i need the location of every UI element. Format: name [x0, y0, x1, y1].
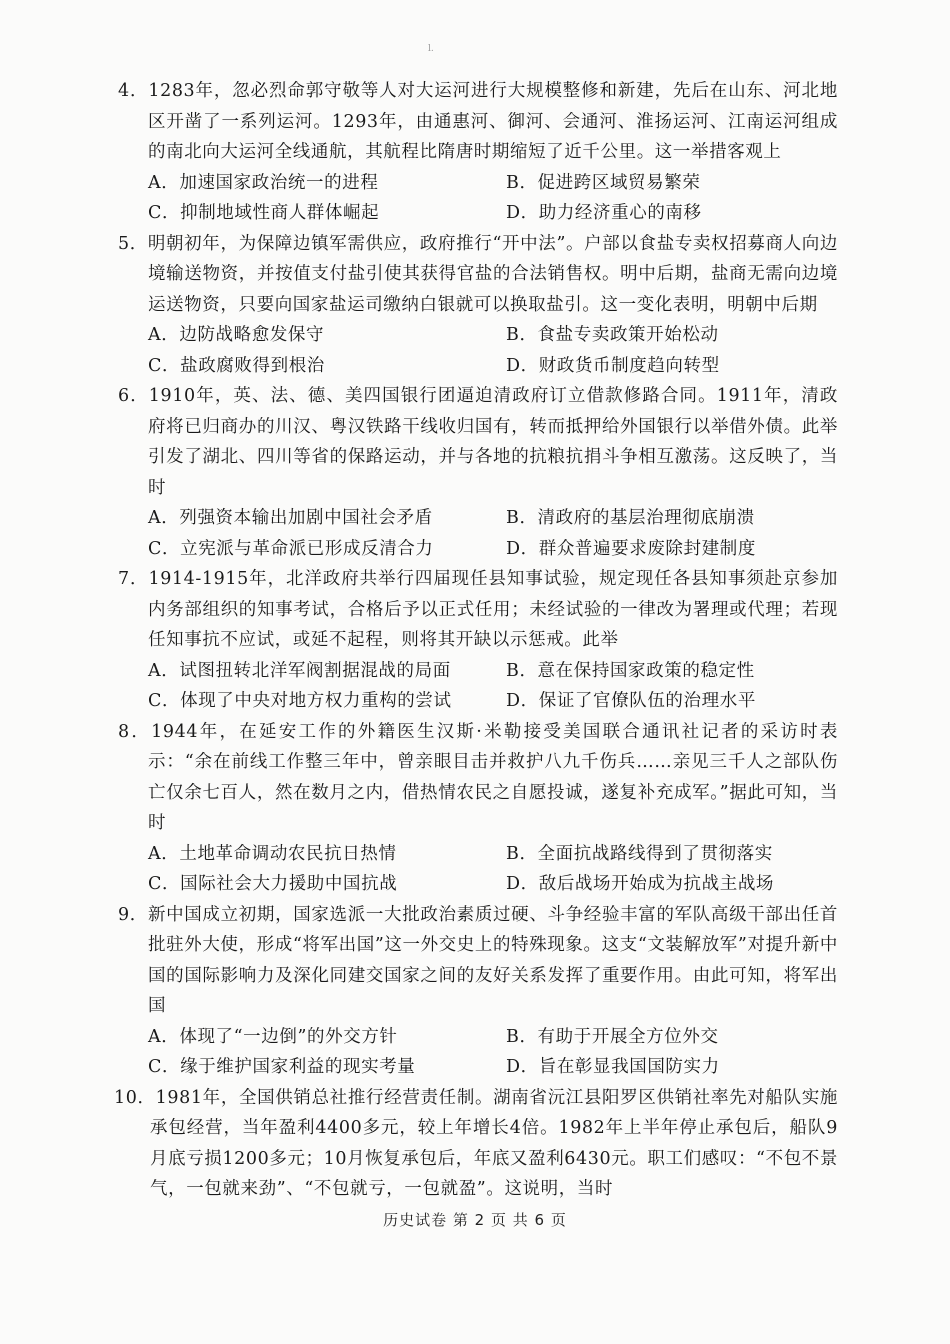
option-a[interactable]: A．体现了“一边倒”的外交方针	[148, 1026, 398, 1047]
question-10	[0, 1083, 950, 1205]
question-5	[0, 229, 950, 382]
question-4	[0, 76, 950, 229]
question-8	[0, 717, 950, 900]
option-c[interactable]: C．立宪派与革命派已形成反清合力	[148, 538, 434, 559]
question-stem: 5．明朝初年，为保障边镇军需供应，政府推行“开中法”。户部以食盐专卖权招募商人向边境输送物资，并按值支付盐引使其获得官盐的合法销售权。明中后期，盐商无需向边境运送物资，只要向国家盐运司缴纳白银就可以换取盐引。这一变化表明，明朝中后期	[118, 233, 838, 315]
option-b[interactable]: B．促进跨区域贸易繁荣	[506, 172, 701, 193]
option-b[interactable]: B．有助于开展全方位外交	[506, 1026, 719, 1047]
question-list	[0, 76, 950, 1205]
question-stem: 6．1910年，英、法、德、美四国银行团逼迫清政府订立借款修路合同。1911年，清政府将已归商办的川汉、粤汉铁路干线收归国有，转而抵押给外国银行以举借外债。此举引发了湖北、四川等省的保路运动，并与各地的抗粮抗捐斗争相互激荡。这反映了，当时	[118, 386, 838, 498]
scan-mark: l.	[428, 44, 434, 54]
option-c[interactable]: C．盐政腐败得到根治	[148, 355, 325, 376]
option-c[interactable]: C．抑制地域性商人群体崛起	[148, 203, 380, 223]
option-a[interactable]: A．土地革命调动农民抗日热情	[148, 843, 397, 864]
option-grid	[0, 503, 950, 564]
question-stem: 10．1981年，全国供销总社推行经营责任制。湖南省沅江县阳罗区供销社率先对船队实施承包经营，当年盈利4400多元，较上年增长4倍。1982年上半年停止承包后，船队9月底亏损1200多元；10月恢复承包后，年底又盈利6430元。职工们感叹：“不包不景气，一包就来劲”、“不包就亏，一包就盈”。这说明，当时	[114, 1087, 838, 1199]
question-9	[0, 900, 950, 1083]
option-b[interactable]: B．清政府的基层治理彻底崩溃	[506, 508, 755, 528]
option-d[interactable]: D．保证了官僚队伍的治理水平	[506, 691, 756, 711]
option-b[interactable]: B．全面抗战路线得到了贯彻落实	[506, 843, 773, 864]
option-d[interactable]: D．旨在彰显我国国防实力	[506, 1057, 720, 1077]
question-stem: 8．1944年，在延安工作的外籍医生汉斯·米勒接受美国联合通讯社记者的采访时表示：“余在前线工作整三年中，曾亲眼目击并救护八九千伤兵……亲见三千人之部队伤亡仅余七百人，然在数月之内，借热情农民之自愿投诚，遂复补充成军。”据此可知，当时	[118, 721, 838, 833]
option-a[interactable]: A．加速国家政治统一的进程	[148, 172, 379, 193]
option-b[interactable]: B．食盐专卖政策开始松动	[506, 325, 719, 345]
option-a[interactable]: A．边防战略愈发保守	[148, 325, 325, 345]
option-b[interactable]: B．意在保持国家政策的稳定性	[506, 660, 755, 681]
question-stem: 7．1914-1915年，北洋政府共举行四届现任县知事试验，规定现任各县知事须赴京参加内务部组织的知事考试，合格后予以正式任用；未经试验的一律改为署理或代理；若现任知事抗不应试，或延不起程，则将其开缺以示惩戒。此举	[118, 569, 838, 650]
option-a[interactable]: A．列强资本输出加剧中国社会矛盾	[148, 508, 433, 528]
option-grid	[0, 320, 950, 381]
question-stem: 9．新中国成立初期，国家选派一大批政治素质过硬、斗争经验丰富的军队高级干部出任首批驻外大使，形成“将军出国”这一外交史上的特殊现象。这支“文装解放军”对提升新中国的国际影响力及深化同建交国家之间的友好关系发挥了重要作用。由此可知，将军出国	[118, 904, 838, 1016]
option-d[interactable]: D．助力经济重心的南移	[506, 203, 702, 223]
option-grid	[0, 168, 950, 229]
option-a[interactable]: A．试图扭转北洋军阀割据混战的局面	[148, 660, 451, 681]
option-d[interactable]: D．财政货币制度趋向转型	[506, 355, 720, 376]
question-stem: 4．1283年，忽必烈命郭守敬等人对大运河进行大规模整修和新建，先后在山东、河北地区开凿了一系列运河。1293年，由通惠河、御河、会通河、淮扬运河、江南运河组成的南北向大运河全线通航，其航程比隋唐时期缩短了近千公里。这一举措客观上	[118, 81, 838, 162]
question-6	[0, 381, 950, 564]
option-c[interactable]: C．国际社会大力援助中国抗战	[148, 874, 398, 894]
option-grid	[0, 1022, 950, 1083]
option-c[interactable]: C．体现了中央对地方权力重构的尝试	[148, 691, 452, 711]
option-grid	[0, 656, 950, 717]
question-7	[0, 564, 950, 717]
page-footer: 历史试卷 第 2 页 共 6 页	[383, 1211, 567, 1229]
option-grid	[0, 839, 950, 900]
option-c[interactable]: C．缘于维护国家利益的现实考量	[148, 1057, 416, 1077]
option-d[interactable]: D．群众普遍要求废除封建制度	[506, 538, 756, 559]
option-d[interactable]: D．敌后战场开始成为抗战主战场	[506, 874, 775, 894]
